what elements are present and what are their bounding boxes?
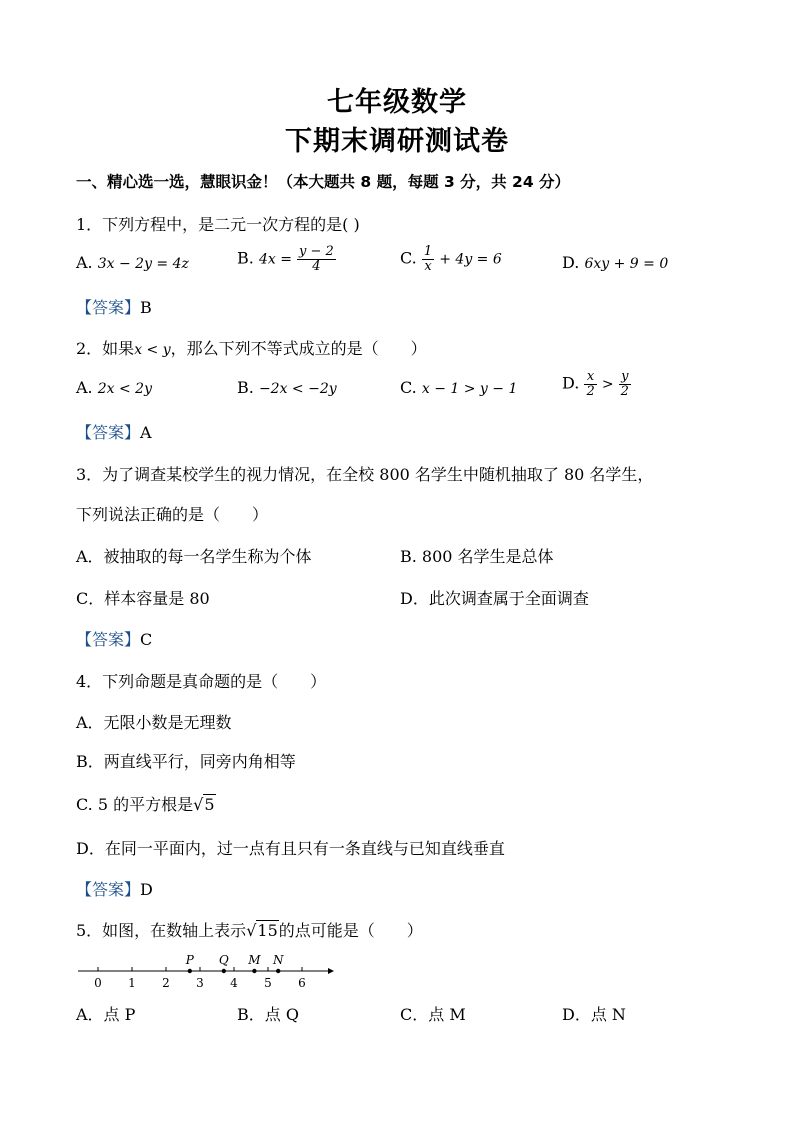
q1-option-b-lhs: 4x =	[258, 251, 292, 268]
option-letter: C.	[400, 378, 417, 397]
fraction-numerator: x	[584, 370, 596, 385]
q1-option-c	[400, 245, 502, 273]
q2-option-c-math: x − 1 > y − 1	[421, 381, 518, 397]
answer-label: 答案	[92, 880, 125, 899]
number-line-tick-label: 3	[196, 976, 204, 990]
q1-option-b	[237, 245, 336, 273]
q4-option-d: D．在同一平面内，过一点有且只有一条直线与已知直线垂直	[76, 839, 505, 858]
q4-option-c-text: C. 5 的平方根是	[76, 795, 194, 814]
q2-option-d-fraction-left	[584, 370, 596, 398]
q4-option-a: A．无限小数是无理数	[76, 713, 232, 732]
option-letter: A.	[76, 378, 93, 397]
q2-stem-math: x < y	[134, 342, 171, 358]
fraction-denominator: 2	[586, 383, 595, 399]
q5-option-d: D．点 N	[562, 1005, 626, 1024]
answer-value: C	[140, 630, 153, 649]
q4-stem: 4．下列命题是真命题的是（ ）	[76, 672, 327, 691]
option-letter: D.	[562, 373, 580, 393]
option-letter: B.	[237, 248, 254, 268]
q2-option-d-operator: >	[601, 376, 614, 393]
q1-option-a	[76, 253, 189, 272]
q2-option-b-math: −2x < −2y	[258, 381, 337, 397]
q2-stem-post: ，那么下列不等式成立的是（ ）	[170, 339, 427, 358]
number-line-tick-label: 4	[230, 976, 238, 990]
q1-answer: 【答案】B	[76, 298, 152, 317]
fraction-denominator: x	[424, 258, 432, 274]
q5-option-a: A．点 P	[76, 1005, 136, 1024]
q2-option-d	[562, 370, 631, 398]
q5-stem-pre: 5．如图，在数轴上表示	[76, 921, 247, 940]
number-line-point-label: N	[272, 953, 284, 967]
q4-answer: 【答案】D	[76, 880, 153, 899]
q3-option-a: A．被抽取的每一名学生称为个体	[76, 547, 312, 566]
number-line-point-label: P	[185, 953, 194, 967]
number-line-tick-label: 6	[298, 976, 306, 990]
q5-stem-post: 的点可能是（ ）	[278, 921, 423, 940]
answer-value: D	[140, 880, 153, 899]
q2-stem-pre: 2．如果	[76, 339, 135, 358]
q1-option-b-fraction	[297, 245, 336, 273]
q1-option-d-math: 6xy + 9 = 0	[584, 256, 669, 272]
fraction-numerator: y − 2	[299, 244, 334, 259]
answer-label: 答案	[92, 630, 125, 649]
radicand: 5	[204, 795, 215, 814]
number-line-tick-label: 0	[94, 976, 102, 990]
q4-option-c	[76, 792, 216, 815]
q2-option-a-math: 2x < 2y	[97, 381, 152, 397]
q3-option-d: D．此次调查属于全面调查	[400, 589, 589, 608]
number-line-arrow	[328, 968, 334, 974]
answer-value: B	[140, 298, 152, 317]
number-line-tick-label: 1	[128, 976, 136, 990]
sqrt-15: √15	[246, 921, 278, 940]
q1-option-d	[562, 253, 668, 272]
fraction-denominator: 4	[312, 258, 321, 274]
option-letter: A.	[76, 253, 93, 272]
number-line-point-label: Q	[218, 953, 229, 967]
q3-stem-line1: 3．为了调查某校学生的视力情况，在全校 800 名学生中随机抽取了 80 名学生，	[76, 465, 654, 484]
q3-answer: 【答案】C	[76, 630, 153, 649]
option-letter: D.	[562, 253, 580, 272]
number-line-point-label: M	[248, 953, 261, 967]
number-line-tick-label: 2	[162, 976, 170, 990]
q2-option-d-fraction-right	[619, 370, 631, 398]
number-line-tick-label: 5	[264, 976, 272, 990]
section-heading: 一、精心选一选，慧眼识金！（本大题共 8 题，每题 3 分，共 24 分）	[76, 173, 571, 191]
title-line2: 下期末调研测试卷	[285, 126, 509, 157]
q2-option-c	[400, 378, 517, 397]
fraction-numerator: y	[619, 370, 631, 385]
number-line-point-p	[188, 969, 192, 973]
q2-option-a	[76, 378, 152, 397]
q1-option-a-math: 3x − 2y = 4z	[97, 256, 189, 272]
q1-option-c-rhs: + 4y = 6	[439, 251, 502, 268]
q3-stem-line2: 下列说法正确的是（ ）	[76, 505, 269, 524]
q3-option-c: C．样本容量是 80	[76, 589, 210, 608]
answer-label: 答案	[92, 423, 125, 442]
number-line-point-n	[276, 969, 280, 973]
answer-value: A	[140, 423, 152, 442]
fraction-numerator: 1	[423, 244, 433, 259]
radicand: 15	[257, 921, 278, 940]
number-line-point-q	[222, 969, 226, 973]
title-line1: 七年级数学	[327, 87, 467, 118]
q5-stem	[76, 918, 423, 941]
q4-option-b: B．两直线平行，同旁内角相等	[76, 752, 296, 771]
number-line-point-m	[252, 969, 256, 973]
q5-option-c: C．点 M	[400, 1005, 466, 1024]
q2-answer: 【答案】A	[76, 423, 152, 442]
q1-stem: 1．下列方程中，是二元一次方程的是( )	[76, 215, 360, 234]
number-line-figure	[70, 945, 340, 993]
option-letter: B.	[237, 378, 254, 397]
q2-stem	[76, 336, 427, 359]
answer-label: 答案	[92, 298, 125, 317]
q3-option-b: B. 800 名学生是总体	[400, 547, 554, 566]
q5-option-b: B．点 Q	[237, 1005, 299, 1024]
sqrt-5: √5	[193, 795, 215, 814]
q2-option-b	[237, 378, 337, 397]
q1-option-c-fraction	[422, 245, 434, 273]
fraction-denominator: 2	[620, 383, 629, 399]
option-letter: C.	[400, 248, 417, 268]
